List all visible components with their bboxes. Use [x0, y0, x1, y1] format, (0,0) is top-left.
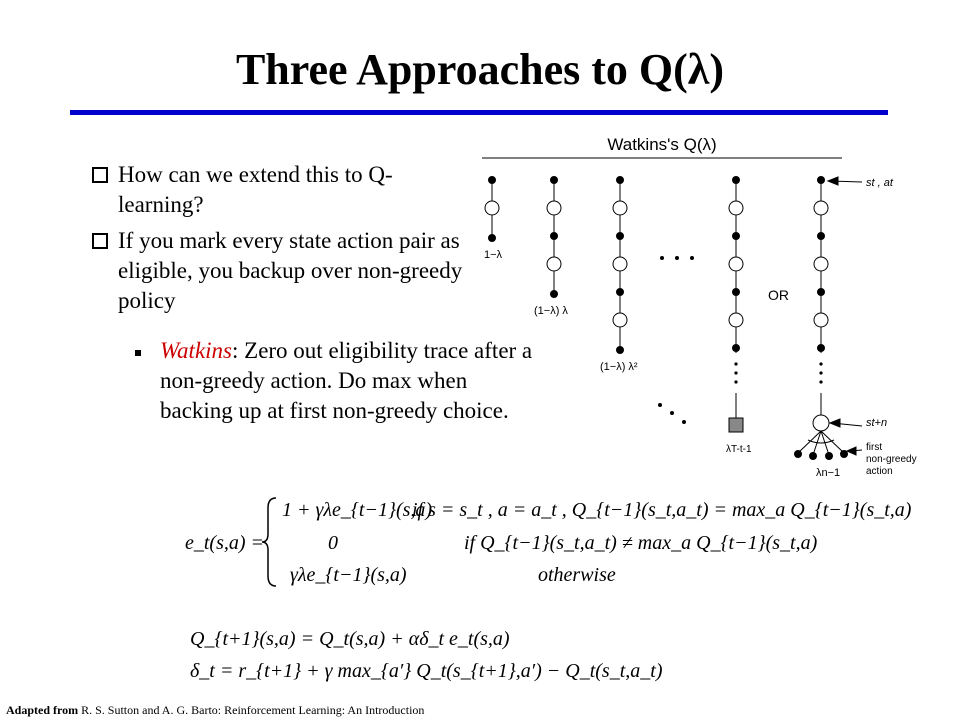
cases-brace	[260, 496, 280, 588]
bullet-text: How can we extend this to Q-learning?	[118, 162, 393, 217]
watkins-emphasis: Watkins	[160, 338, 232, 363]
bullet-box-icon	[92, 233, 108, 249]
weight-label-3: (1−λ) λ²	[600, 361, 638, 373]
watkins-backup-diagram	[470, 128, 930, 488]
trace-lhs: e_t(s,a) =	[185, 532, 265, 554]
weight-label-5: λn−1	[816, 467, 841, 479]
bullet-item	[92, 226, 472, 316]
first-nongreedy-line: action	[866, 466, 893, 477]
first-nongreedy-line: first	[866, 442, 883, 453]
first-nongreedy-line: non-greedy	[866, 454, 917, 465]
trace-case-1-cond: if s = s_t , a = a_t , Q_{t−1}(s_t,a_t) = max_a Q_{t−1}(s_t,a)	[412, 499, 912, 521]
trace-case-3-cond: otherwise	[538, 564, 616, 586]
state-tn-label: st+n	[866, 417, 888, 429]
weight-label-4: λT-t-1	[726, 444, 752, 455]
sub-bullet-square-icon	[135, 350, 141, 356]
diagram-title: Watkins's Q(λ)	[607, 135, 717, 154]
weight-label-1: 1−λ	[484, 249, 503, 261]
td-error-equation: δ_t = r_{t+1} + γ max_{a′} Q_t(s_{t+1},a′) − Q_t(s_t,a_t)	[190, 660, 663, 682]
vertical-ellipsis-icon	[734, 362, 737, 383]
or-label: OR	[768, 287, 789, 303]
backup-column-1	[485, 177, 499, 242]
trace-case-1-expr: 1 + γλe_{t−1}(s,a)	[282, 499, 433, 521]
bullet-list	[92, 160, 472, 322]
arrow-icon	[828, 177, 862, 455]
footer-bold: Adapted from	[6, 703, 79, 717]
trace-case-2-expr: 0	[328, 532, 338, 554]
backup-column-5	[795, 177, 848, 460]
backup-column-4	[729, 177, 743, 433]
slide-title: Three Approaches to Q(λ)	[235, 45, 725, 94]
first-nongreedy-label	[866, 442, 919, 477]
bullet-text: If you mark every state action pair as eligible, you backup over non-greedy policy	[118, 228, 463, 313]
q-update-equation: Q_{t+1}(s,a) = Q_t(s,a) + αδ_t e_t(s,a)	[190, 628, 510, 650]
sub-bullet-text: : Zero out eligibility trace after a non-greedy action. Do max when backing up at first non-greedy choice.	[160, 338, 533, 423]
bullet-box-icon	[92, 167, 108, 183]
trace-case-2-cond: if Q_{t−1}(s_t,a_t) ≠ max_a Q_{t−1}(s_t,a)	[464, 532, 818, 554]
footer-text: R. S. Sutton and A. G. Barto: Reinforcement Learning: An Introduction	[78, 703, 425, 717]
backup-column-2	[547, 177, 561, 298]
trace-case-3-expr: γλe_{t−1}(s,a)	[290, 564, 407, 586]
state-action-label: st , at	[866, 177, 893, 189]
vertical-ellipsis-icon	[819, 362, 822, 383]
backup-column-3	[613, 177, 627, 354]
weight-label-2: (1−λ) λ	[534, 305, 568, 317]
title-underline	[70, 110, 888, 115]
ellipsis-icon	[658, 256, 694, 424]
attribution-footer	[6, 703, 424, 718]
bullet-item	[92, 160, 472, 220]
